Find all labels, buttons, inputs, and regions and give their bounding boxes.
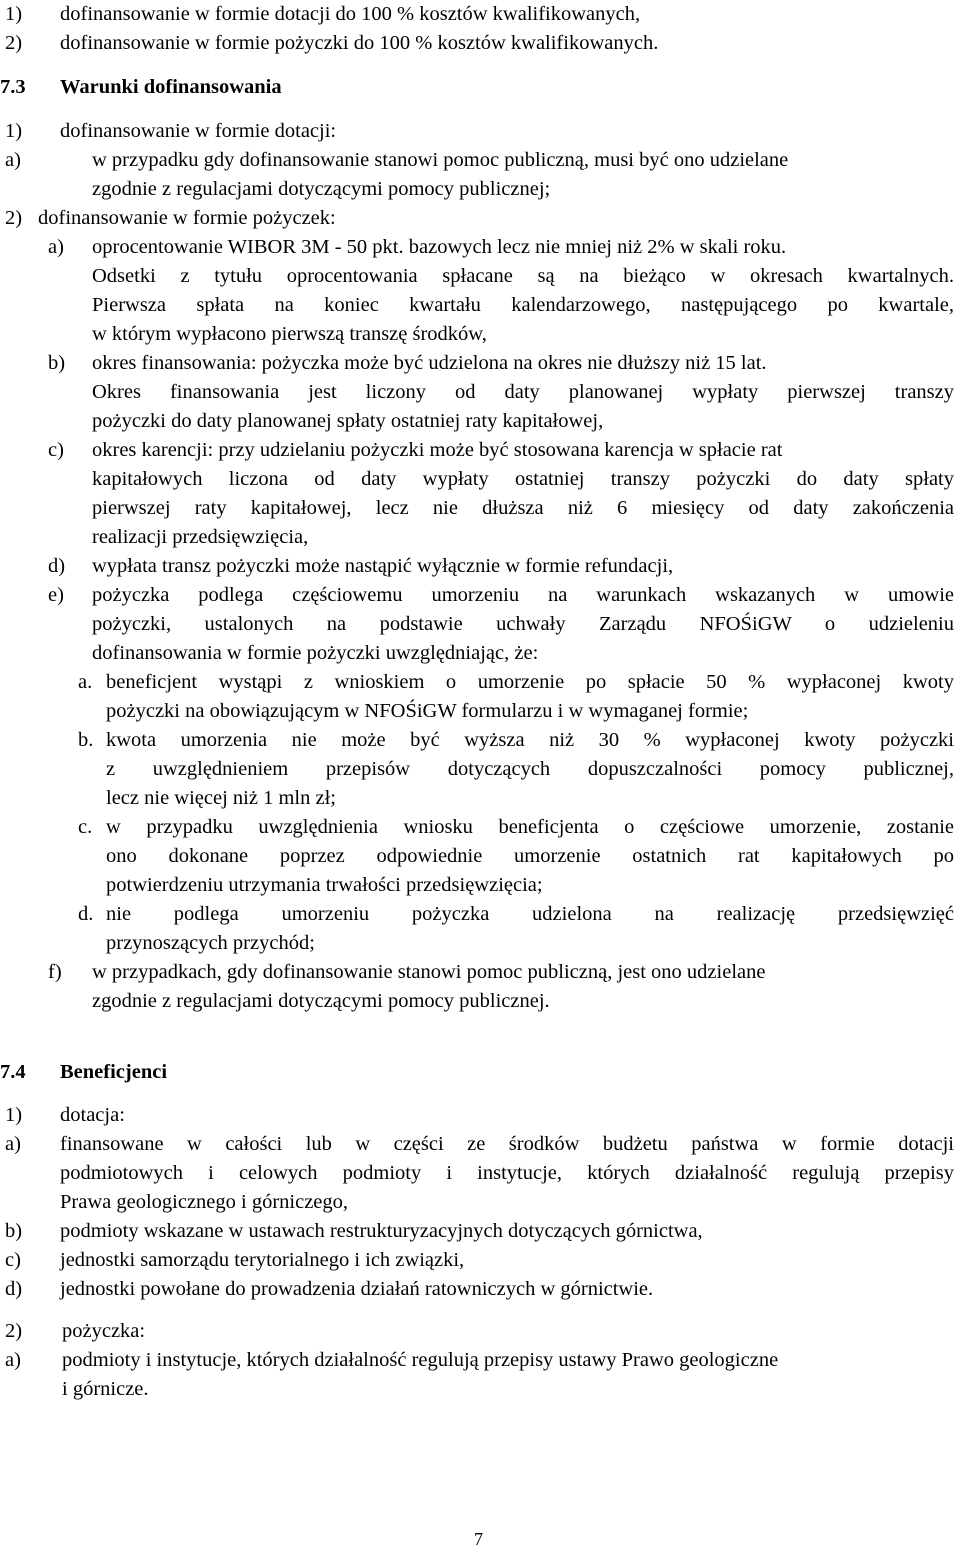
item-number: f) [48,961,62,983]
list-item-text: wypłata transz pożyczki może nastąpić wyłącznie w formie refundacji, [92,555,674,577]
item-number: c) [48,439,64,461]
item-number: a) [5,1133,21,1155]
list-item-text: dofinansowanie w formie dotacji do 100 % kosztów kwalifikowanych, [60,3,641,25]
list-item-text: finansowane w całości lub w części ze środków budżetu państwa w formie dotacji [60,1133,954,1155]
item-number: a. [78,671,93,693]
list-item-text: dofinansowanie w formie dotacji: [60,120,337,142]
list-item-text: w przypadku uwzględnienia wniosku beneficjenta o częściowe umorzenie, zostanie [106,816,954,838]
section-heading: Warunki dofinansowania [60,76,282,98]
list-item-text: oprocentowanie WIBOR 3M - 50 pkt. bazowych lecz nie mniej niż 2% w skali roku. [92,236,787,258]
list-item-text: w przypadku gdy dofinansowanie stanowi pomoc publiczną, musi być ono udzielane [92,149,789,171]
item-number: d) [48,555,66,577]
list-item-text: ono dokonane poprzez odpowiednie umorzenie ostatnich rat kapitałowych po [106,845,954,867]
list-item-text: potwierdzeniu utrzymania trwałości przedsięwzięcia; [106,874,543,896]
section-number: 7.3 [0,76,26,98]
list-item-text: podmiotowych i celowych podmioty i instytucje, których działalność regulują przepisy [60,1162,954,1184]
list-item-text: pożyczki, ustalonych na podstawie uchwały Zarządu NFOŚiGW o udzieleniu [92,613,954,635]
list-item-text: Pierwsza spłata na koniec kwartału kalendarzowego, następującego po kwartale, [92,294,954,316]
item-number: 2) [5,207,23,229]
item-number: a) [5,1349,21,1371]
list-item-text: dofinansowanie w formie pożyczek: [38,207,336,229]
list-item-text: w przypadkach, gdy dofinansowanie stanowi pomoc publiczną, jest ono udzielane [92,961,766,983]
list-item-text: podmioty i instytucje, których działalność regulują przepisy ustawy Prawo geologiczne [62,1349,779,1371]
list-item-text: realizacji przedsięwzięcia, [92,526,309,548]
list-item-text: pożyczka: [62,1320,146,1342]
list-item-text: jednostki powołane do prowadzenia działań ratowniczych w górnictwie. [60,1278,654,1300]
list-item-text: zgodnie z regulacjami dotyczącymi pomocy publicznej. [92,990,550,1012]
list-item-text: beneficjent wystąpi z wnioskiem o umorzenie po spłacie 50 % wypłaconej kwoty [106,671,954,693]
list-item-text: dotacja: [60,1104,125,1126]
item-number: 2) [5,1320,23,1342]
page-number: 7 [474,1529,483,1549]
list-item-text: Okres finansowania jest liczony od daty planowanej wypłaty pierwszej transzy [92,381,954,403]
list-item-text: kwota umorzenia nie może być wyższa niż 30 % wypłaconej kwoty pożyczki [106,729,954,751]
section-heading: Beneficjenci [60,1061,168,1083]
list-item-text: przynoszących przychód; [106,932,315,954]
item-number: c. [78,816,93,838]
list-item-text: pożyczki na obowiązującym w NFOŚiGW formularzu i w wymaganej formie; [106,700,749,722]
section-number: 7.4 [0,1061,26,1083]
list-item-text: i górnicze. [62,1378,149,1400]
item-number: b. [78,729,94,751]
item-number: b) [5,1220,23,1242]
list-item-text: zgodnie z regulacjami dotyczącymi pomocy publicznej; [92,178,551,200]
item-number: a) [5,149,21,171]
list-item-text: w którym wypłacono pierwszą transzę środków, [92,323,487,345]
list-item-text: Odsetki z tytułu oprocentowania spłacane są na bieżąco w okresach kwartalnych. [92,265,954,287]
item-number: 1) [5,120,23,142]
item-number: d. [78,903,94,925]
list-item-text: okres finansowania: pożyczka może być udzielona na okres nie dłuższy niż 15 lat. [92,352,767,374]
item-number: c) [5,1249,21,1271]
item-number: 1) [5,1104,23,1126]
item-number: e) [48,584,64,606]
list-item-text: z uwzględnieniem przepisów dotyczących dopuszczalności pomocy publicznej, [106,758,954,780]
list-item-text: nie podlega umorzeniu pożyczka udzielona na realizację przedsięwzięć [106,903,954,925]
list-item-text: podmioty wskazane w ustawach restrukturyzacyjnych dotyczących górnictwa, [60,1220,703,1242]
list-item-text: kapitałowych liczona od daty wypłaty ostatniej transzy pożyczki do daty spłaty [92,468,954,490]
item-number: b) [48,352,66,374]
list-item-text: lecz nie więcej niż 1 mln zł; [106,787,336,809]
item-number: a) [48,236,64,258]
item-number: d) [5,1278,23,1300]
list-item-text: pożyczka podlega częściowemu umorzeniu na warunkach wskazanych w umowie [92,584,954,606]
list-item-text: okres karencji: przy udzielaniu pożyczki może być stosowana karencja w spłacie rat [92,439,783,461]
list-item-text: jednostki samorządu terytorialnego i ich związki, [60,1249,465,1271]
item-number: 1) [5,3,23,25]
list-item-text: Prawa geologicznego i górniczego, [60,1191,349,1213]
list-item-text: dofinansowanie w formie pożyczki do 100 % kosztów kwalifikowanych. [60,32,659,54]
list-item-text: dofinansowania w formie pożyczki uwzględniając, że: [92,642,539,664]
list-item-text: pożyczki do daty planowanej spłaty ostatniej raty kapitałowej, [92,410,604,432]
item-number: 2) [5,32,23,54]
list-item-text: pierwszej raty kapitałowej, lecz nie dłuższa niż 6 miesięcy od daty zakończenia [92,497,954,519]
